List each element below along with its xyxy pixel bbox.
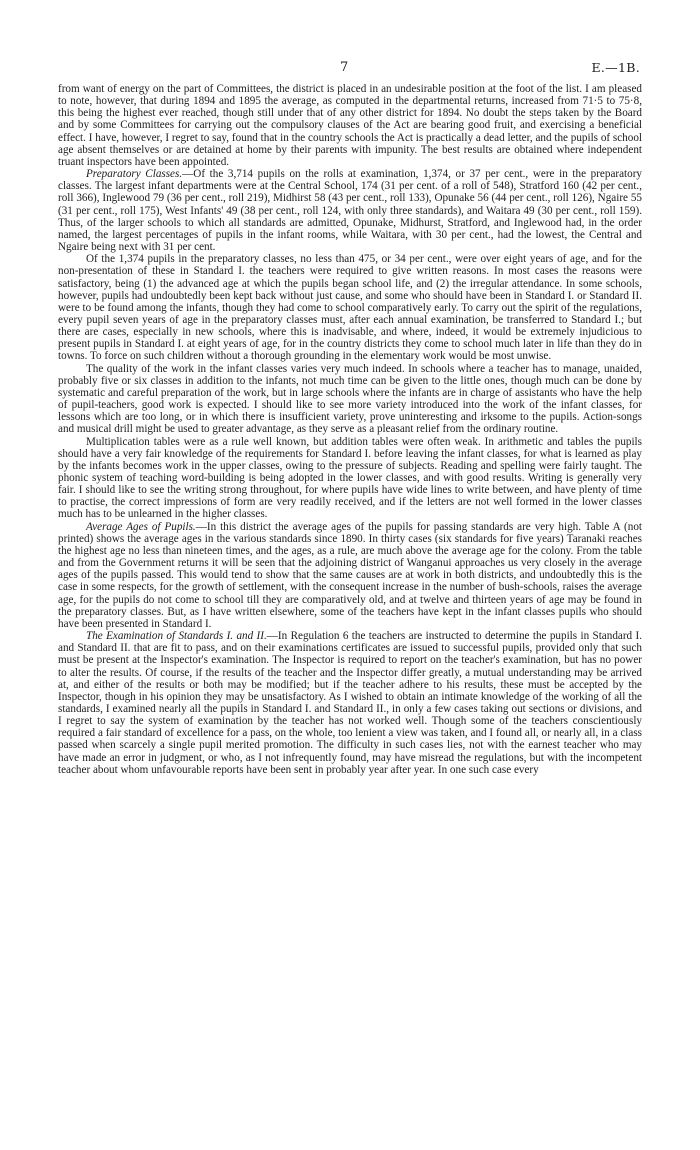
section-heading: Preparatory Classes. <box>86 168 183 181</box>
paragraph-text: —In this district the average ages of the pupils for passing standards are very high. Table A (not printed) shows the average ages in the various standards since 1890. In thirty cases (six standards for five years) Taranaki reaches the highest age no less than nineteen times, and the ages, as a rule, are much above the average age for the colony. From the table and from the Government returns it will be seen that the adjoining district of Wanganui approaches us very closely in the average ages of the pupils passed. This would tend to show that the same causes are at work in both districts, and undoubtedly this is the case in some respects, for the growth of settlement, with the consequent increase in the number of bush-schools, raises the average age, for the pupils do not come to school till they are comparatively old, and at twelve and thirteen years of age may be found in the preparatory classes. But, as I have written elsewhere, some of the teachers have kept in the infant classes pupils who should have been presented in Standard I. <box>58 520 642 630</box>
paragraph-text: —In Regulation 6 the teachers are instructed to determine the pupils in Standard I. and Standard II. that are fit to pass, and on their examinations certificates are issued to successful pupils, provided only that such must be present at the Inspector's examination. The Inspector is required to report on the teacher's examination, but has no power to alter the results. Of course, if the results of the teacher and the Inspector differ greatly, a mutual understanding may be arrived at, and either of the results or both may be modified; but if the teacher adhere to his results, these must be accepted by the Inspector, though in his opinion they may be unsatisfactory. As I wished to obtain an intimate knowledge of the working of all the standards, I examined nearly all the pupils in Standard I. and Standard II., in only a few cases taking out sections or divisions, and I regret to say the system of examination by the teacher has not worked well. Though some of the teachers conscientiously required a fair standard of excellence for a pass, on the whole, too lenient a view was taken, and I found all, or nearly all, in a class passed when scarcely a single pupil merited promotion. The difficulty in such cases lies, not with the earnest teacher who may have made an error in judgment, or who, as I not infrequently found, may have misread the regulations, but with the incompetent teacher about whom unfavourable reports have been sent in probably year after year. In one such case every <box>58 630 642 776</box>
paragraph-text: —Of the 3,714 pupils on the rolls at examination, 1,374, or 37 per cent., were in the preparatory classes. The largest infant departments were at the Central School, 174 (31 per cent. of a roll of 548), Stratford 160 (42 per cent., roll 366), Inglewood 79 (36 per cent., roll 219), Midhirst 58 (43 per cent., roll 133), Opunake 56 (44 per cent., roll 126), Ngaire 55 (31 per cent., roll 175), West Infants' 49 (38 per cent., roll 124, with only three standards), and Waitara 49 (30 per cent., roll 159). Thus, of the larger schools to which all standards are admitted, Opunake, Midhurst, Stratford, and Inglewood had, in the order named, the largest percentages of pupils in the infant rooms, while Waitara, with 30 per cent., had the lowest, the Central and Ngaire being next with 31 per cent. <box>58 168 642 254</box>
paragraph-tables-reading-writing <box>58 436 642 521</box>
paragraph-text: The quality of the work in the infant classes varies very much indeed. In schools where a teacher has to manage, unaided, probably five or six classes in addition to the infants, not much time can be given to the little ones, though much can be done by systematic and careful preparation of the work, but in large schools where the infants are in charge of assistants who have the help of pupil-teachers, good work is expected. I should like to see more variety introduced into the work of the infant classes, for lessons which are too long, or in which there is insufficient variety, prove uninteresting and irksome to the pupils. Action-songs and musical drill might be used to greater advantage, as they serve as a pleasant relief from the ordinary routine. <box>58 362 642 436</box>
section-heading: The Examination of Standards I. and II. <box>86 630 267 643</box>
paragraph-attendance <box>58 83 642 168</box>
paragraph-text: Multiplication tables were as a rule well known, but addition tables were often weak. In arithmetic and tables the pupils should have a very fair knowledge of the requirements for Standard I. before leaving the infant classes, for what is learned as play by the infants becomes work in the upper classes, owing to the pressure of subjects. Reading and spelling were fairly taught. The phonic system of teaching word-building is being adopted in the lower classes, and with good results. Writing is generally very fair. I should like to see the writing strong throughout, for where pupils have wide lines to write between, and have plenty of time to practise, the correct impressions of form are very readily received, and if the letters are not well formed in the lower classes much has to be unlearned in the higher classes. <box>58 435 642 521</box>
paragraph-pupils-over-eight <box>58 253 642 362</box>
section-heading: Average Ages of Pupils. <box>86 520 196 533</box>
report-body <box>58 83 642 776</box>
document-reference: E.—1B. <box>591 60 640 75</box>
page-header <box>58 60 640 76</box>
paragraph-average-ages <box>58 521 642 630</box>
paragraph-examination-standards <box>58 630 642 776</box>
paragraph-text: from want of energy on the part of Committees, the district is placed in an undesirable position at the foot of the list. I am pleased to note, however, that during 1894 and 1895 the average, as computed in the departmental returns, increased from 71·5 to 75·8, this being the highest ever reached, though still under that of any other district for 1894. No doubt the steps taken by the Board and by some Committees for carrying out the compulsory clauses of the Act are bearing good fruit, and exercising a beneficial effect. I have, however, I regret to say, found that in the country schools the Act is practically a dead letter, and the pupils of school age absent themselves or are detained at home by their parents with impunity. The best results are obtained where independent truant inspectors have been appointed. <box>58 83 642 168</box>
paragraph-text: Of the 1,374 pupils in the preparatory classes, no less than 475, or 34 per cent., were over eight years of age, and for the non-presentation of these in Standard I. the teachers were required to give written reasons. In most cases the reasons were satisfactory, being (1) the advanced age at which the pupils began school life, and (2) the irregular attendance. In some schools, however, pupils had undoubtedly been kept back without just cause, and some who should have been in Standard I. or Standard II. were to be found among the infants, though they had come to school comparatively early. To carry out the spirit of the regulations, every pupil seven years of age in the preparatory classes must, after each annual examination, be transferred to Standard I.; but there are cases, especially in new schools, where this is inadvisable, and where, indeed, it would be extremely injudicious to present pupils in Standard I. at eight years of age, for in the country districts they come to school much later in life than they do in towns. To force on such children without a thorough grounding in the elementary work would be most unwise. <box>58 253 642 363</box>
paragraph-preparatory-classes <box>58 168 642 253</box>
paragraph-infant-work-quality <box>58 363 642 436</box>
page-number: 7 <box>340 60 349 75</box>
